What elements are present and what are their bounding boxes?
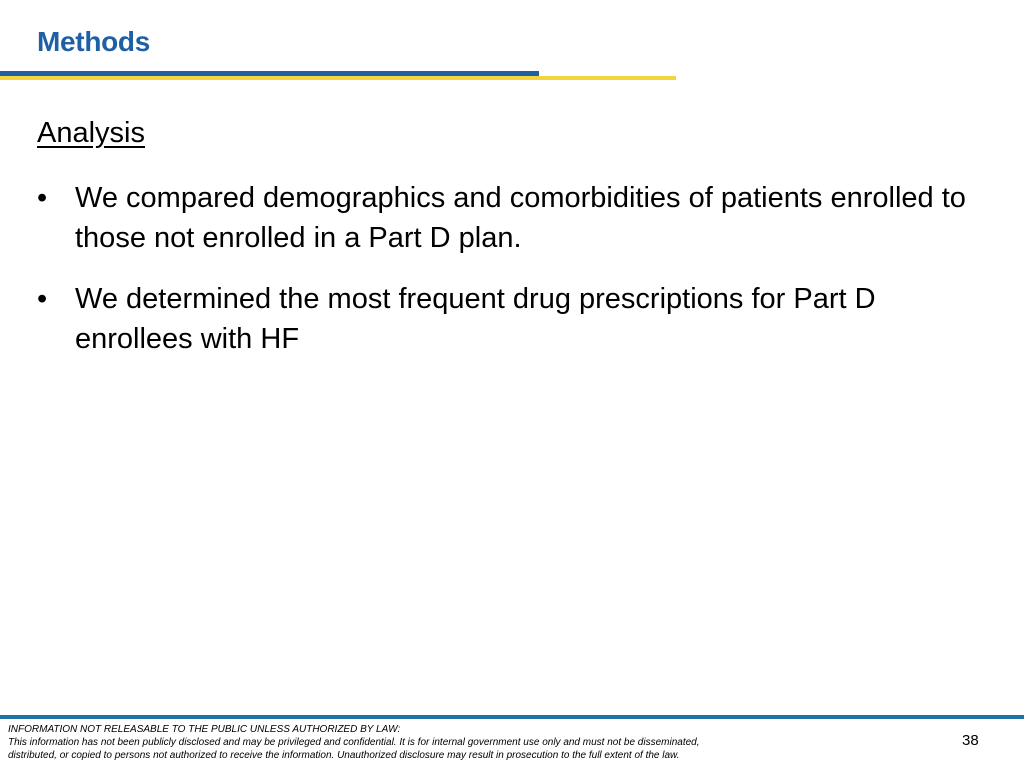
title-underline-gold-accent bbox=[0, 76, 539, 80]
bullet-icon: • bbox=[37, 182, 48, 214]
footer-notice-line: distributed, or copied to persons not authorized to receive the information. Unauthorized disclosure may result in prosecution to the full extent of the law. bbox=[8, 750, 680, 761]
bullet-text: We determined the most frequent drug prescriptions for Part D enrollees with HF bbox=[75, 283, 876, 355]
bullet-icon: • bbox=[37, 283, 48, 315]
title-underline-gold bbox=[539, 76, 676, 80]
footer-notice-heading: INFORMATION NOT RELEASABLE TO THE PUBLIC UNLESS AUTHORIZED BY LAW: bbox=[8, 724, 401, 735]
title-underline-blue bbox=[0, 71, 539, 76]
bullet-item bbox=[37, 178, 997, 258]
footer-divider bbox=[0, 715, 1024, 719]
bullet-list bbox=[37, 178, 997, 380]
bullet-text: We compared demographics and comorbidities of patients enrolled to those not enrolled in a Part D plan. bbox=[75, 182, 966, 254]
footer-legal-notice bbox=[8, 723, 868, 762]
bullet-item bbox=[37, 279, 997, 359]
section-heading: Analysis bbox=[37, 117, 145, 149]
page-number: 38 bbox=[962, 732, 979, 749]
slide-title: Methods bbox=[37, 26, 151, 57]
footer-notice-line: This information has not been publicly disclosed and may be privileged and confidential. It is for internal government use only and must not be disseminated, bbox=[8, 737, 700, 748]
